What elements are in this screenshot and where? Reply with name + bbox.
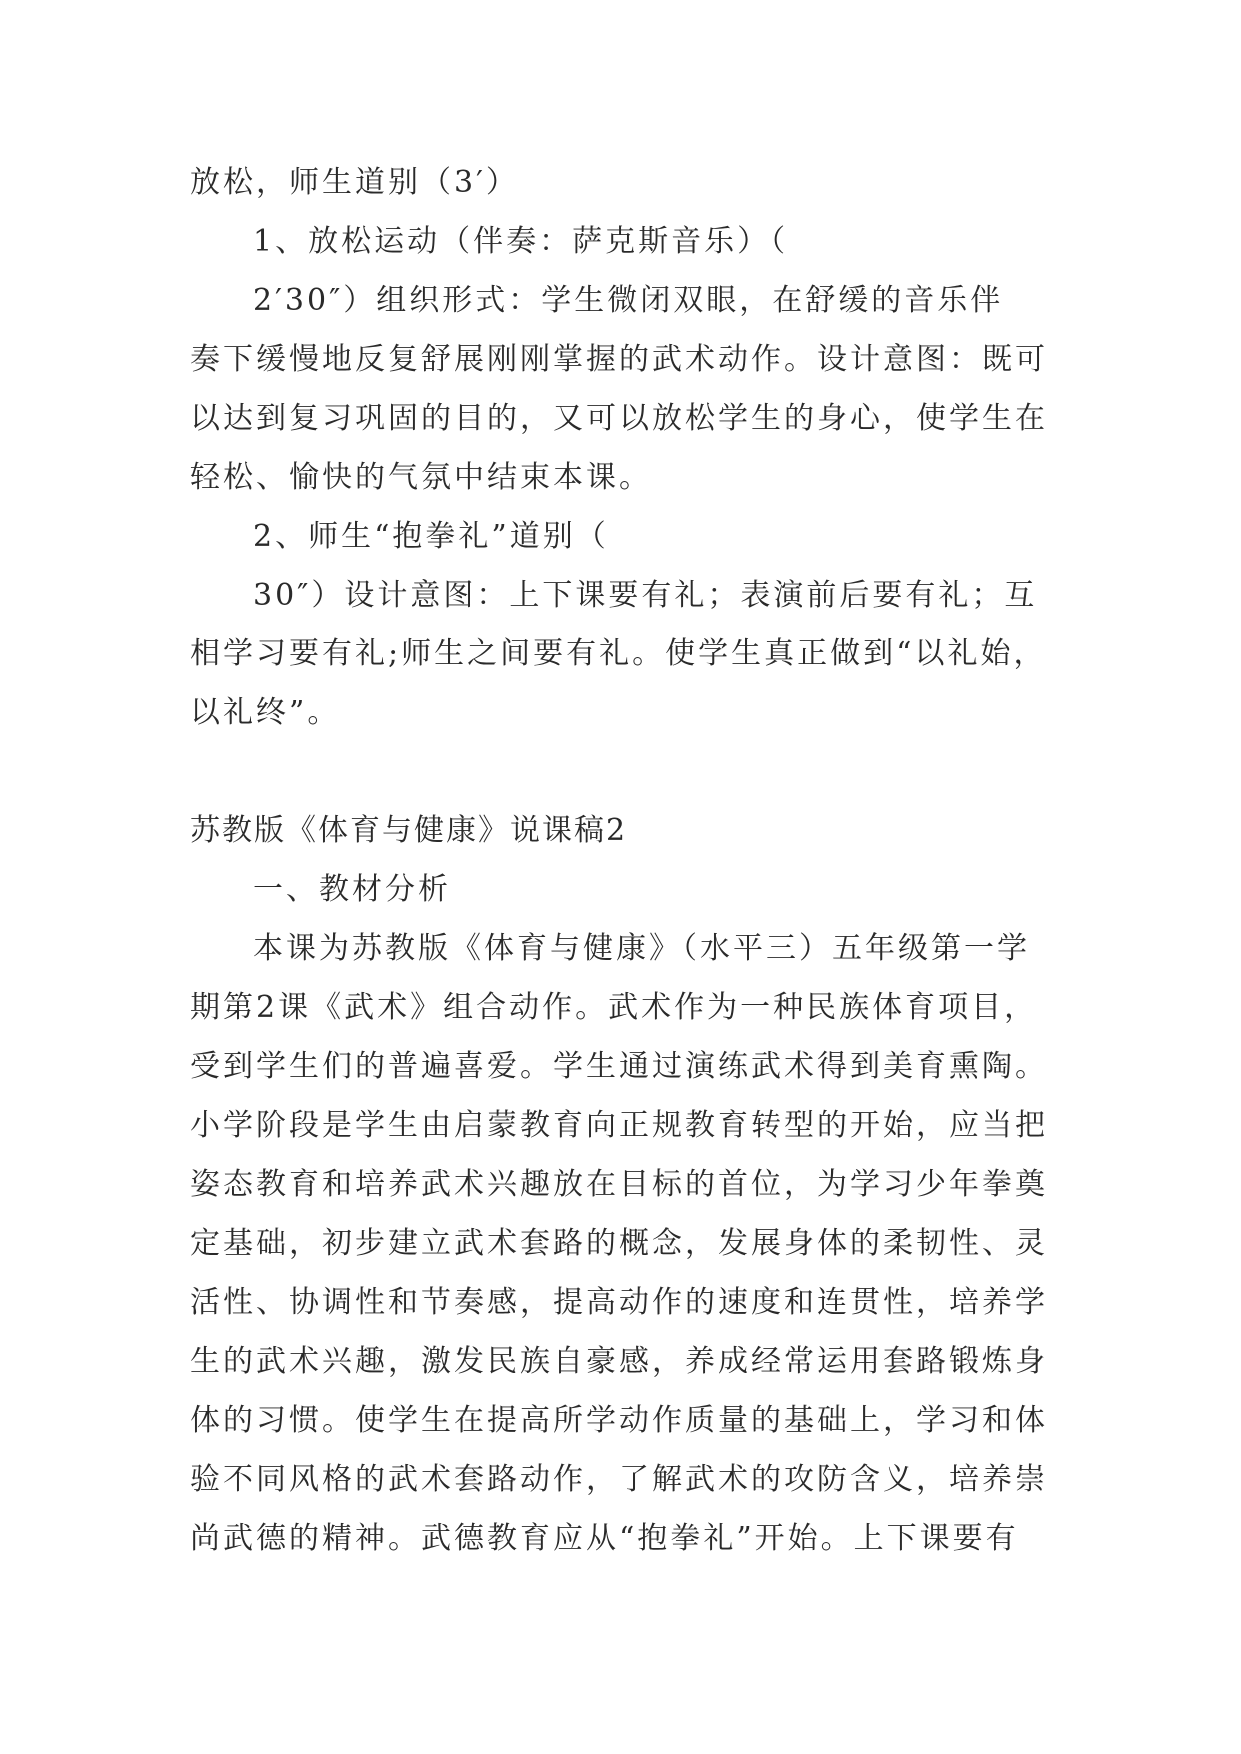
section-title: 苏教版《体育与健康》说课稿2 (190, 813, 628, 848)
paragraph-line: 生的武术兴趣，激发民族自豪感，养成经常运用套路锻炼身 (190, 1344, 1048, 1379)
section-subheading: 一、教材分析 (253, 872, 451, 907)
paragraph-line: 相学习要有礼;师生之间要有礼。使学生真正做到“以礼始， (190, 636, 1047, 671)
paragraph-line: 奏下缓慢地反复舒展刚刚掌握的武术动作。设计意图：既可 (190, 342, 1048, 377)
paragraph-line: 活性、协调性和节奏感，提高动作的速度和连贯性，培养学 (190, 1285, 1048, 1320)
paragraph-line: 本课为苏教版《体育与健康》（水平三）五年级第一学 (253, 931, 1030, 966)
paragraph-line: 轻松、愉快的气氛中结束本课。 (190, 460, 652, 495)
paragraph-line: 1、放松运动（伴奏：萨克斯音乐）（ (253, 224, 789, 259)
paragraph-line: 放松，师生道别（3′） (190, 165, 519, 200)
paragraph-line: 2、师生“抱拳礼”道别（ (253, 519, 609, 554)
paragraph-line: 定基础，初步建立武术套路的概念，发展身体的柔韧性、灵 (190, 1226, 1048, 1261)
paragraph-line: 期第2课《武术》组合动作。武术作为一种民族体育项目， (190, 990, 1038, 1025)
paragraph-line: 以达到复习巩固的目的，又可以放松学生的身心，使学生在 (190, 401, 1048, 436)
paragraph-line: 姿态教育和培养武术兴趣放在目标的首位，为学习少年拳奠 (190, 1167, 1048, 1202)
paragraph-line: 小学阶段是学生由启蒙教育向正规教育转型的开始，应当把 (190, 1108, 1048, 1143)
paragraph-line: 2′30″）组织形式：学生微闭双眼，在舒缓的音乐伴 (253, 283, 1004, 318)
paragraph-line: 30″）设计意图：上下课要有礼；表演前后要有礼；互 (253, 578, 1038, 613)
paragraph-line: 体的习惯。使学生在提高所学动作质量的基础上，学习和体 (190, 1403, 1048, 1438)
paragraph-line: 验不同风格的武术套路动作，了解武术的攻防含义，培养崇 (190, 1462, 1048, 1497)
paragraph-line: 受到学生们的普遍喜爱。学生通过演练武术得到美育熏陶。 (190, 1049, 1048, 1084)
paragraph-line: 尚武德的精神。武德教育应从“抱拳礼”开始。上下课要有 (190, 1521, 1019, 1556)
paragraph-line: 以礼终”。 (190, 695, 341, 730)
